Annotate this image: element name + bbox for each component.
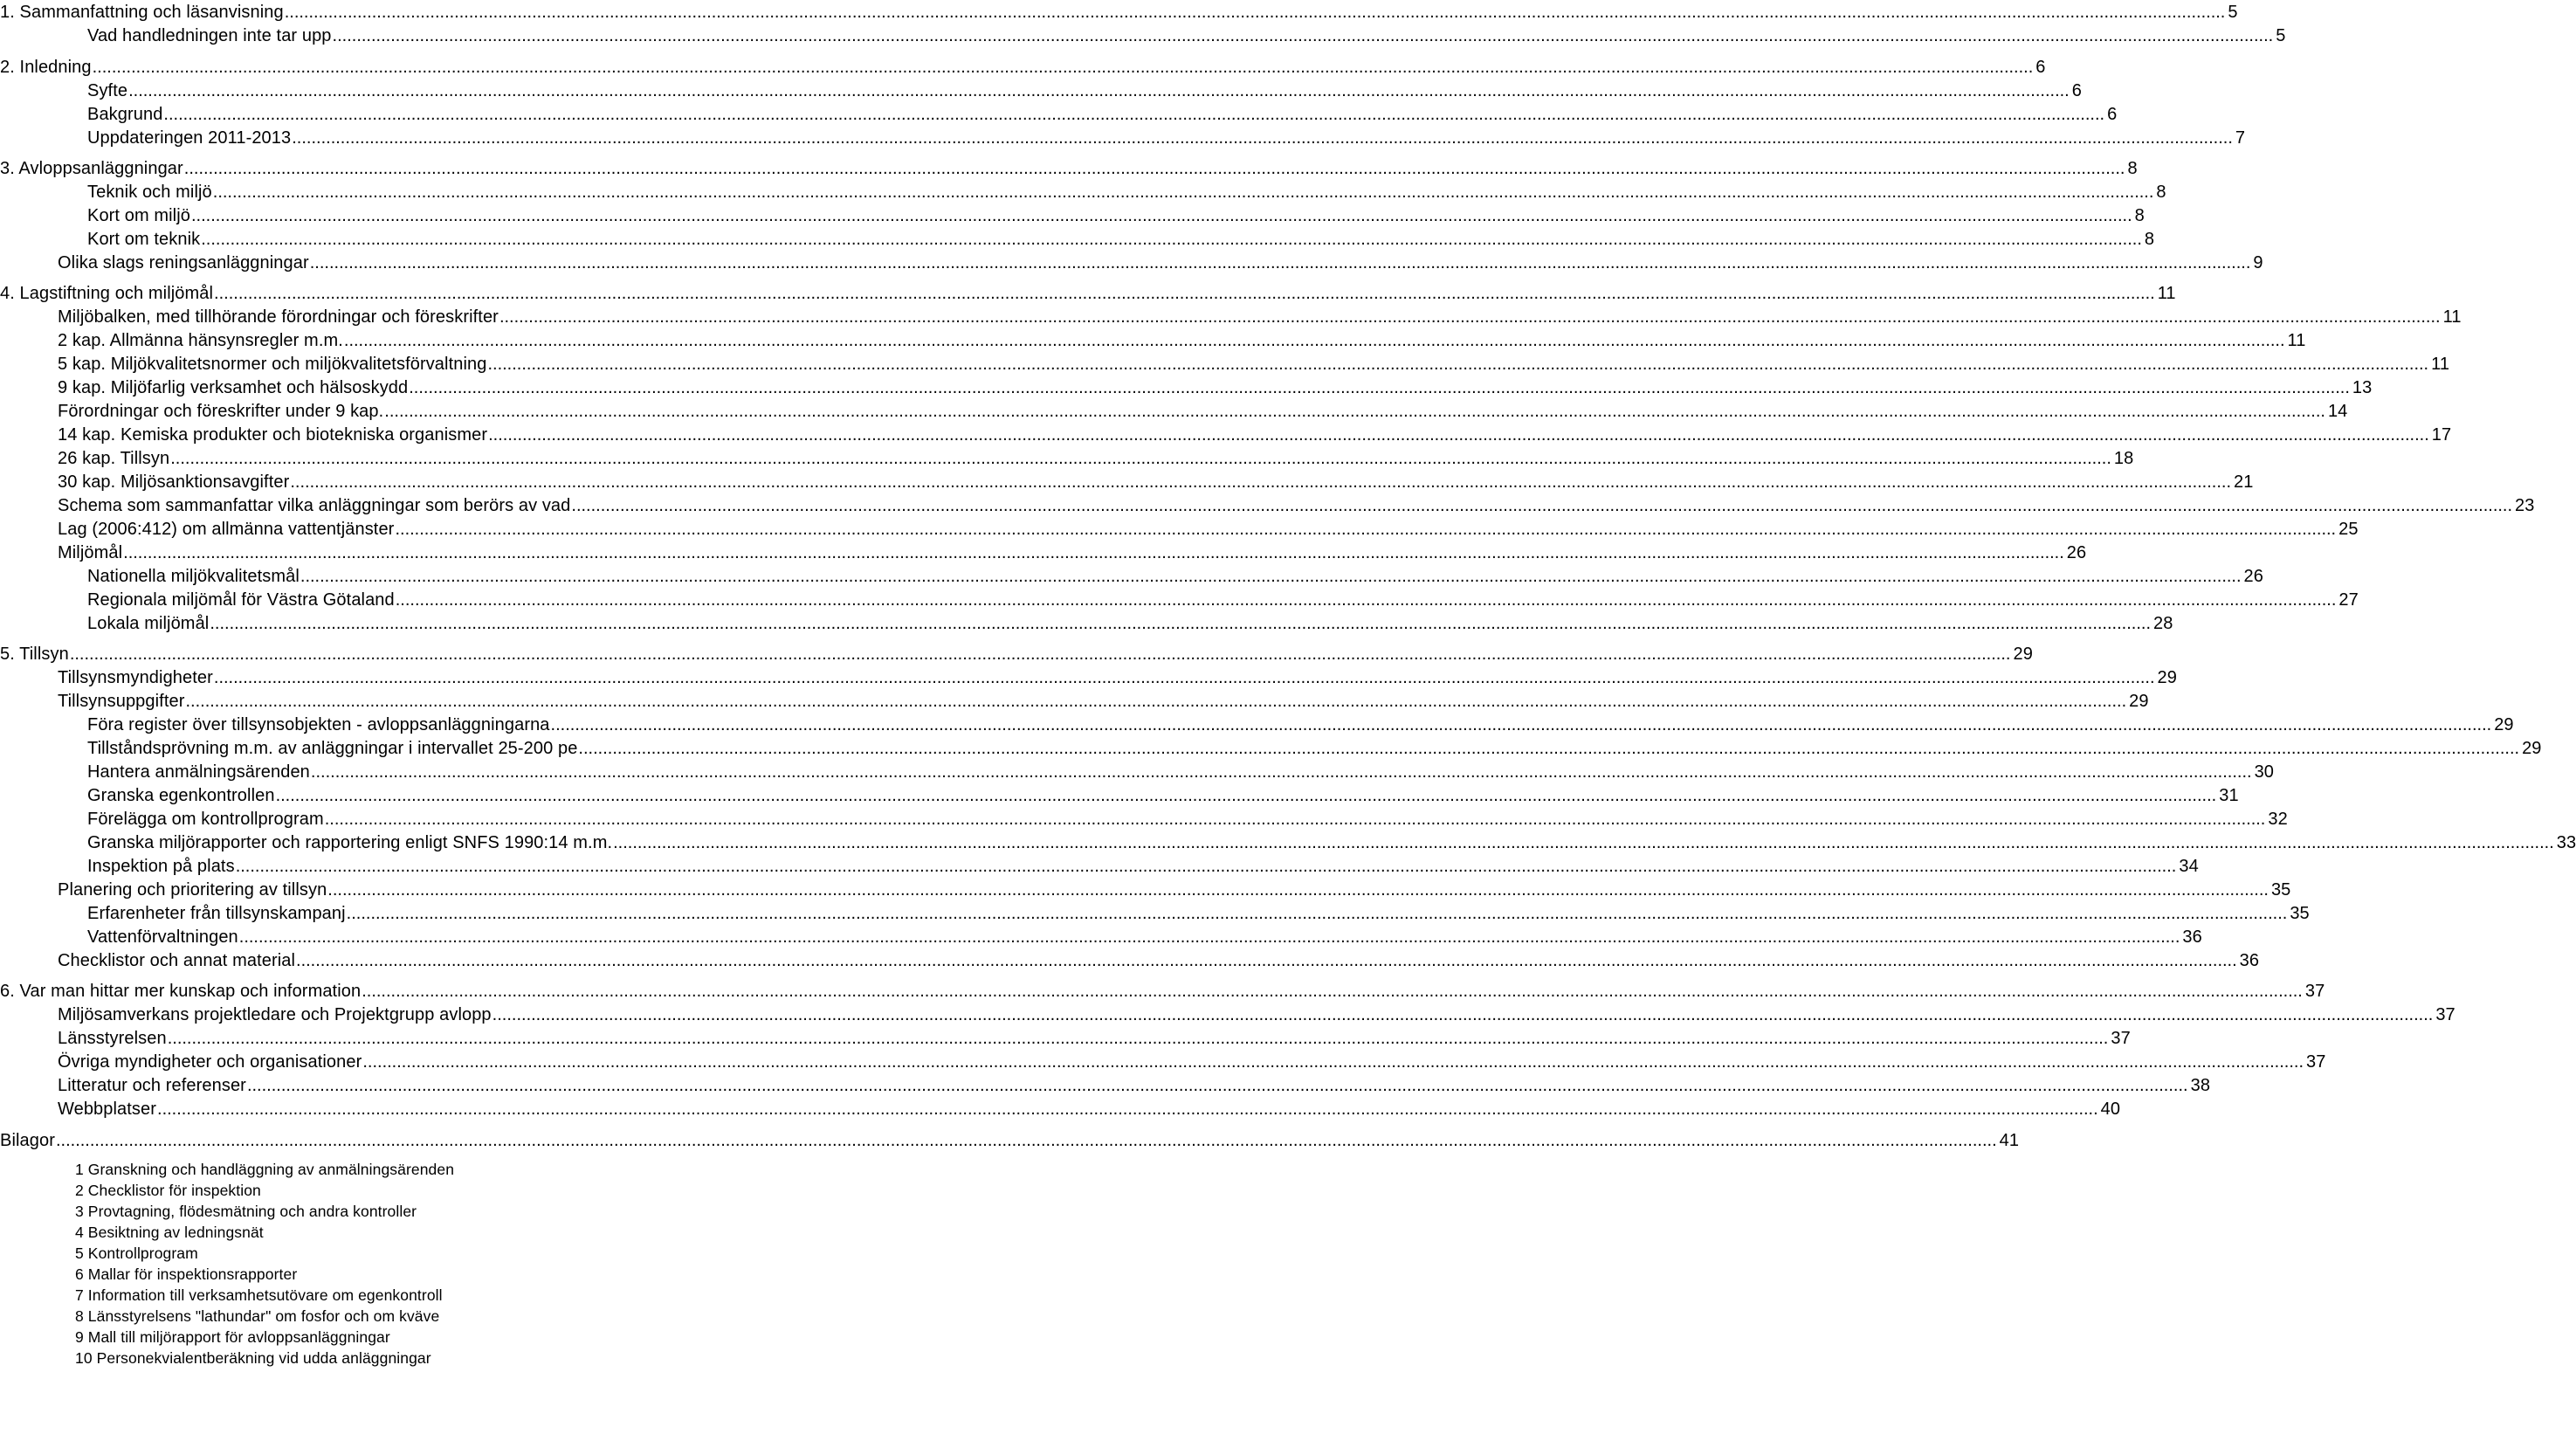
toc-entry-page-number: 33 bbox=[2556, 833, 2576, 852]
toc-entry-title: Erfarenheter från tillsynskampanj bbox=[87, 904, 346, 923]
toc-entry[interactable] bbox=[0, 102, 2118, 127]
appendix-item[interactable] bbox=[0, 1306, 804, 1327]
toc-entry-title: 4. Lagstiftning och miljömål bbox=[0, 284, 214, 303]
toc-entry-title: Checklistor och annat material bbox=[58, 951, 296, 970]
dot-leader: ................................................................................................................................................................................................................................................................................................................................................................................................................ bbox=[488, 425, 2429, 445]
toc-entry-title: Granska egenkontrollen bbox=[87, 786, 275, 805]
toc-entry-title: Webbplatser bbox=[58, 1100, 157, 1119]
toc-entry[interactable] bbox=[0, 541, 2087, 565]
toc-entry-title: Teknik och miljö bbox=[87, 183, 212, 202]
dot-leader: ................................................................................................................................................................................................................................................................................................................................................................................................................ bbox=[395, 590, 2337, 610]
appendix-item-title: 10 Personekvialentberäkning vid udda anläggningar bbox=[75, 1349, 431, 1367]
toc-entry[interactable] bbox=[0, 925, 2202, 949]
dot-leader: ................................................................................................................................................................................................................................................................................................................................................................................................................ bbox=[395, 520, 2337, 539]
toc-entry[interactable] bbox=[0, 399, 2348, 424]
toc-entry-page-number: 11 bbox=[2287, 331, 2306, 350]
toc-entry[interactable] bbox=[0, 901, 2310, 926]
appendix-item-title: 2 Checklistor för inspektion bbox=[75, 1182, 261, 1199]
dot-leader: ................................................................................................................................................................................................................................................................................................................................................................................................................ bbox=[128, 81, 2070, 100]
dot-leader: ................................................................................................................................................................................................................................................................................................................................................................................................................ bbox=[362, 982, 2303, 1001]
appendix-item-title: 3 Provtagning, flödesmätning och andra kontroller bbox=[75, 1203, 417, 1220]
toc-entry-title: Nationella miljökvalitetsmål bbox=[87, 567, 300, 586]
dot-leader: ................................................................................................................................................................................................................................................................................................................................................................................................................ bbox=[238, 927, 2180, 947]
dot-leader: ................................................................................................................................................................................................................................................................................................................................................................................................................ bbox=[183, 159, 2125, 178]
toc-entry[interactable] bbox=[0, 517, 2359, 541]
dot-leader: ................................................................................................................................................................................................................................................................................................................................................................................................................ bbox=[292, 128, 2233, 148]
toc-entry[interactable] bbox=[0, 126, 2246, 150]
toc-entry-title: Föra register över tillsynsobjekten - avloppsanläggningarna bbox=[87, 715, 550, 734]
toc-entry-page-number: 29 bbox=[2013, 645, 2033, 664]
dot-leader: ................................................................................................................................................................................................................................................................................................................................................................................................................ bbox=[346, 904, 2288, 923]
dot-leader: ................................................................................................................................................................................................................................................................................................................................................................................................................ bbox=[235, 857, 2177, 876]
toc-entry-page-number: 37 bbox=[2111, 1029, 2131, 1048]
toc-entry-title: 30 kap. Miljösanktionsavgifter bbox=[58, 472, 290, 492]
toc-entry-title: Granska miljörapporter och rapportering enligt SNFS 1990:14 m.m. bbox=[87, 833, 613, 852]
toc-entry-title: 3. Avloppsanläggningar bbox=[0, 159, 183, 178]
toc-entry-title: 1. Sammanfattning och läsanvisning bbox=[0, 3, 284, 22]
toc-entry-title: Förordningar och föreskrifter under 9 kap. bbox=[58, 402, 384, 421]
toc-entry-page-number: 11 bbox=[2431, 355, 2450, 374]
toc-entry-title: 2 kap. Allmänna hänsynsregler m.m. bbox=[58, 331, 343, 350]
toc-entry-title: Förelägga om kontrollprogram bbox=[87, 810, 324, 829]
toc-entry[interactable] bbox=[0, 156, 2138, 181]
appendix-item-title: 7 Information till verksamhetsutövare om egenkontroll bbox=[75, 1286, 443, 1304]
toc-entry[interactable] bbox=[0, 281, 2176, 306]
dot-leader: ................................................................................................................................................................................................................................................................................................................................................................................................................ bbox=[275, 786, 2217, 805]
appendix-item-title: 6 Mallar för inspektionsrapporter bbox=[75, 1265, 298, 1283]
dot-leader: ................................................................................................................................................................................................................................................................................................................................................................................................................ bbox=[185, 692, 2127, 711]
toc-entry-page-number: 40 bbox=[2100, 1100, 2121, 1119]
toc-entry-title: Miljöbalken, med tillhörande förordningar och föreskrifter bbox=[58, 307, 499, 327]
toc-entry-page-number: 41 bbox=[1999, 1131, 2020, 1150]
toc-entry[interactable] bbox=[0, 831, 2576, 855]
toc-entry-page-number: 38 bbox=[2190, 1076, 2211, 1095]
toc-entry-page-number: 28 bbox=[2153, 614, 2173, 633]
toc-entry[interactable] bbox=[0, 736, 2542, 761]
toc-entry-page-number: 8 bbox=[2134, 206, 2145, 225]
toc-entry[interactable] bbox=[0, 564, 2263, 589]
toc-entry[interactable] bbox=[0, 1050, 2326, 1074]
toc-entry-page-number: 17 bbox=[2431, 425, 2452, 445]
toc-entry-title: Schema som sammanfattar vilka anläggningar som berörs av vad bbox=[58, 496, 571, 515]
toc-entry-title: Länsstyrelsen bbox=[58, 1029, 167, 1048]
toc-entry-title: Lag (2006:412) om allmänna vattentjänster bbox=[58, 520, 395, 539]
appendix-item-title: 8 Länsstyrelsens "lathundar" om fosfor och om kväve bbox=[75, 1307, 440, 1325]
toc-entry[interactable] bbox=[0, 665, 2177, 690]
toc-entry-title: Tillståndsprövning m.m. av anläggningar i intervallet 25-200 pe bbox=[87, 739, 578, 758]
toc-entry[interactable] bbox=[0, 1026, 2131, 1051]
toc-entry[interactable] bbox=[0, 180, 2166, 204]
dot-leader: ................................................................................................................................................................................................................................................................................................................................................................................................................ bbox=[290, 472, 2232, 492]
dot-leader: ................................................................................................................................................................................................................................................................................................................................................................................................................ bbox=[296, 951, 2237, 970]
toc-entry[interactable] bbox=[0, 948, 2260, 973]
dot-leader: ................................................................................................................................................................................................................................................................................................................................................................................................................ bbox=[487, 355, 2429, 374]
dot-leader: ................................................................................................................................................................................................................................................................................................................................................................................................................ bbox=[213, 668, 2155, 687]
dot-leader: ................................................................................................................................................................................................................................................................................................................................................................................................................ bbox=[309, 253, 2251, 272]
toc-entry[interactable] bbox=[0, 423, 2452, 447]
dot-leader: ................................................................................................................................................................................................................................................................................................................................................................................................................ bbox=[327, 880, 2269, 900]
toc-entry-title: Miljösamverkans projektledare och Projektgrupp avlopp bbox=[58, 1005, 492, 1024]
dot-leader: ................................................................................................................................................................................................................................................................................................................................................................................................................ bbox=[362, 1052, 2304, 1072]
dot-leader: ................................................................................................................................................................................................................................................................................................................................................................................................................ bbox=[332, 26, 2274, 45]
dot-leader: ................................................................................................................................................................................................................................................................................................................................................................................................................ bbox=[384, 402, 2325, 421]
toc-entry[interactable] bbox=[0, 352, 2450, 376]
toc-entry[interactable] bbox=[0, 642, 2033, 666]
toc-entry-title: 14 kap. Kemiska produkter och biotekniska organismer bbox=[58, 425, 488, 445]
toc-entry-page-number: 29 bbox=[2494, 715, 2514, 734]
toc-entry-page-number: 27 bbox=[2338, 590, 2359, 610]
toc-entry[interactable] bbox=[0, 24, 2286, 48]
toc-entry-title: Syfte bbox=[87, 81, 128, 100]
toc-entry-title: Uppdateringen 2011-2013 bbox=[87, 128, 292, 148]
dot-leader: ................................................................................................................................................................................................................................................................................................................................................................................................................ bbox=[170, 449, 2111, 468]
toc-entry[interactable] bbox=[0, 713, 2514, 737]
dot-leader: ................................................................................................................................................................................................................................................................................................................................................................................................................ bbox=[157, 1100, 2098, 1119]
toc-entry[interactable] bbox=[0, 878, 2291, 902]
toc-entry[interactable] bbox=[0, 328, 2306, 353]
toc-entry-title: Miljömål bbox=[58, 543, 123, 562]
toc-entry-title: 2. Inledning bbox=[0, 58, 92, 77]
toc-entry-page-number: 29 bbox=[2522, 739, 2542, 758]
toc-entry-page-number: 26 bbox=[2243, 567, 2263, 586]
toc-entry-page-number: 6 bbox=[2107, 105, 2118, 124]
toc-entry-title: 9 kap. Miljöfarlig verksamhet och hälsoskydd bbox=[58, 378, 409, 397]
toc-entry[interactable] bbox=[0, 446, 2134, 471]
appendix-item-title: 4 Besiktning av ledningsnät bbox=[75, 1224, 264, 1241]
dot-leader: ................................................................................................................................................................................................................................................................................................................................................................................................................ bbox=[578, 739, 2520, 758]
toc-entry-title: Regionala miljömål för Västra Götaland bbox=[87, 590, 395, 610]
toc-entry[interactable] bbox=[0, 0, 2238, 24]
toc-entry-page-number: 26 bbox=[2066, 543, 2087, 562]
toc-entry-page-number: 25 bbox=[2338, 520, 2359, 539]
appendix-item[interactable] bbox=[0, 1327, 804, 1348]
dot-leader: ................................................................................................................................................................................................................................................................................................................................................................................................................ bbox=[92, 58, 2034, 77]
toc-entry[interactable] bbox=[0, 588, 2359, 612]
toc-entry[interactable] bbox=[0, 227, 2155, 252]
toc-entry[interactable] bbox=[0, 979, 2325, 1003]
dot-leader: ................................................................................................................................................................................................................................................................................................................................................................................................................ bbox=[499, 307, 2441, 327]
appendix-item-title: 9 Mall till miljörapport för avloppsanläggningar bbox=[75, 1328, 390, 1346]
toc-entry-title: 5 kap. Miljökvalitetsnormer och miljökvalitetsförvaltning bbox=[58, 355, 487, 374]
dot-leader: ................................................................................................................................................................................................................................................................................................................................................................................................................ bbox=[492, 1005, 2434, 1024]
toc-entry[interactable] bbox=[0, 55, 2046, 79]
dot-leader: ................................................................................................................................................................................................................................................................................................................................................................................................................ bbox=[123, 543, 2064, 562]
toc-entry-title: Bilagor bbox=[0, 1131, 55, 1150]
appendix-item[interactable] bbox=[0, 1285, 804, 1306]
toc-entry-page-number: 6 bbox=[2071, 81, 2082, 100]
toc-entry-page-number: 13 bbox=[2352, 378, 2373, 397]
toc-entry[interactable] bbox=[0, 1073, 2211, 1098]
dot-leader: ................................................................................................................................................................................................................................................................................................................................................................................................................ bbox=[246, 1076, 2188, 1095]
toc-entry[interactable] bbox=[0, 689, 2149, 714]
dot-leader: ................................................................................................................................................................................................................................................................................................................................................................................................................ bbox=[284, 3, 2226, 22]
toc-entry-page-number: 14 bbox=[2327, 402, 2348, 421]
toc-entry-page-number: 37 bbox=[2435, 1005, 2455, 1024]
dot-leader: ................................................................................................................................................................................................................................................................................................................................................................................................................ bbox=[167, 1029, 2109, 1048]
toc-entry-title: Hantera anmälningsärenden bbox=[87, 762, 310, 782]
appendix-item[interactable] bbox=[0, 1201, 804, 1222]
toc-entry-title: Inspektion på plats bbox=[87, 857, 235, 876]
toc-entry-page-number: 30 bbox=[2254, 762, 2275, 782]
toc-entry-page-number: 32 bbox=[2268, 810, 2288, 829]
toc-entry-page-number: 35 bbox=[2290, 904, 2310, 923]
toc-entry-page-number: 36 bbox=[2182, 927, 2202, 947]
toc-entry[interactable] bbox=[0, 1128, 2020, 1153]
toc-entry[interactable] bbox=[0, 376, 2373, 400]
appendix-item-title: 1 Granskning och handläggning av anmälningsärenden bbox=[75, 1161, 455, 1178]
toc-entry-title: Planering och prioritering av tillsyn bbox=[58, 880, 327, 900]
toc-entry-title: Vattenförvaltningen bbox=[87, 927, 238, 947]
toc-entry-page-number: 5 bbox=[2276, 26, 2286, 45]
dot-leader: ................................................................................................................................................................................................................................................................................................................................................................................................................ bbox=[300, 567, 2242, 586]
toc-entry-page-number: 29 bbox=[2129, 692, 2149, 711]
dot-leader: ................................................................................................................................................................................................................................................................................................................................................................................................................ bbox=[550, 715, 2492, 734]
toc-entry-title: Olika slags reningsanläggningar bbox=[58, 253, 309, 272]
toc-entry-page-number: 35 bbox=[2270, 880, 2291, 900]
toc-entry-title: 5. Tillsyn bbox=[0, 645, 69, 664]
toc-entry-page-number: 11 bbox=[2157, 284, 2176, 303]
toc-entry[interactable] bbox=[0, 470, 2254, 494]
toc-entry[interactable] bbox=[0, 1097, 2121, 1121]
toc-entry-page-number: 8 bbox=[2144, 230, 2155, 249]
toc-entry-title: Bakgrund bbox=[87, 105, 163, 124]
toc-entry-page-number: 18 bbox=[2113, 449, 2134, 468]
dot-leader: ................................................................................................................................................................................................................................................................................................................................................................................................................ bbox=[212, 183, 2154, 202]
toc-entry-page-number: 21 bbox=[2234, 472, 2254, 492]
toc-entry-page-number: 11 bbox=[2442, 307, 2462, 327]
dot-leader: ................................................................................................................................................................................................................................................................................................................................................................................................................ bbox=[409, 378, 2350, 397]
toc-entry-page-number: 36 bbox=[2239, 951, 2260, 970]
toc-entry[interactable] bbox=[0, 493, 2535, 518]
dot-leader: ................................................................................................................................................................................................................................................................................................................................................................................................................ bbox=[201, 230, 2142, 249]
toc-entry-title: Kort om teknik bbox=[87, 230, 201, 249]
toc-entry[interactable] bbox=[0, 203, 2145, 228]
toc-entry[interactable] bbox=[0, 807, 2288, 831]
toc-entry-page-number: 23 bbox=[2515, 496, 2535, 515]
toc-entry-page-number: 37 bbox=[2306, 1052, 2326, 1072]
toc-entry-page-number: 8 bbox=[2127, 159, 2138, 178]
dot-leader: ................................................................................................................................................................................................................................................................................................................................................................................................................ bbox=[191, 206, 2132, 225]
toc-entry[interactable] bbox=[0, 251, 2263, 275]
dot-leader: ................................................................................................................................................................................................................................................................................................................................................................................................................ bbox=[210, 614, 2151, 633]
dot-leader: ................................................................................................................................................................................................................................................................................................................................................................................................................ bbox=[55, 1131, 1997, 1150]
toc-entry-title: Vad handledningen inte tar upp bbox=[87, 26, 332, 45]
toc-entry-title: 6. Var man hittar mer kunskap och information bbox=[0, 982, 362, 1001]
toc-entry-page-number: 31 bbox=[2219, 786, 2239, 805]
dot-leader: ................................................................................................................................................................................................................................................................................................................................................................................................................ bbox=[571, 496, 2513, 515]
toc-entry[interactable] bbox=[0, 1003, 2455, 1027]
dot-leader: ................................................................................................................................................................................................................................................................................................................................................................................................................ bbox=[613, 833, 2554, 852]
toc-entry-title: 26 kap. Tillsyn bbox=[58, 449, 170, 468]
appendix-item[interactable] bbox=[0, 1264, 804, 1285]
toc-entry-page-number: 9 bbox=[2253, 253, 2263, 272]
appendix-item[interactable] bbox=[0, 1348, 804, 1369]
toc-entry-page-number: 5 bbox=[2228, 3, 2238, 22]
toc-entry-page-number: 37 bbox=[2304, 982, 2325, 1001]
toc-entry[interactable] bbox=[0, 854, 2199, 879]
toc-entry-page-number: 6 bbox=[2035, 58, 2046, 77]
toc-entry-page-number: 8 bbox=[2156, 183, 2166, 202]
toc-entry-page-number: 29 bbox=[2157, 668, 2177, 687]
dot-leader: ................................................................................................................................................................................................................................................................................................................................................................................................................ bbox=[310, 762, 2252, 782]
toc-entry[interactable] bbox=[0, 760, 2275, 784]
dot-leader: ................................................................................................................................................................................................................................................................................................................................................................................................................ bbox=[163, 105, 2105, 124]
toc-entry-page-number: 34 bbox=[2179, 857, 2199, 876]
toc-entry[interactable] bbox=[0, 611, 2173, 636]
dot-leader: ................................................................................................................................................................................................................................................................................................................................................................................................................ bbox=[69, 645, 2011, 664]
toc-entry[interactable] bbox=[0, 79, 2082, 103]
appendix-item[interactable] bbox=[0, 1243, 804, 1264]
dot-leader: ................................................................................................................................................................................................................................................................................................................................................................................................................ bbox=[324, 810, 2266, 829]
dot-leader: ................................................................................................................................................................................................................................................................................................................................................................................................................ bbox=[214, 284, 2155, 303]
toc-entry[interactable] bbox=[0, 305, 2462, 329]
toc-entry-title: Tillsynsuppgifter bbox=[58, 692, 185, 711]
toc-entry-title: Litteratur och referenser bbox=[58, 1076, 246, 1095]
appendix-item[interactable] bbox=[0, 1180, 804, 1201]
appendix-item[interactable] bbox=[0, 1222, 804, 1243]
appendix-item[interactable] bbox=[0, 1159, 804, 1180]
appendix-item-title: 5 Kontrollprogram bbox=[75, 1244, 198, 1262]
toc-entry-title: Tillsynsmyndigheter bbox=[58, 668, 213, 687]
toc-entry-title: Övriga myndigheter och organisationer bbox=[58, 1052, 362, 1072]
toc-entry-title: Lokala miljömål bbox=[87, 614, 210, 633]
toc-entry-title: Kort om miljö bbox=[87, 206, 190, 225]
toc-entry-page-number: 7 bbox=[2235, 128, 2246, 148]
toc-entry[interactable] bbox=[0, 783, 2239, 808]
dot-leader: ................................................................................................................................................................................................................................................................................................................................................................................................................ bbox=[343, 331, 2285, 350]
